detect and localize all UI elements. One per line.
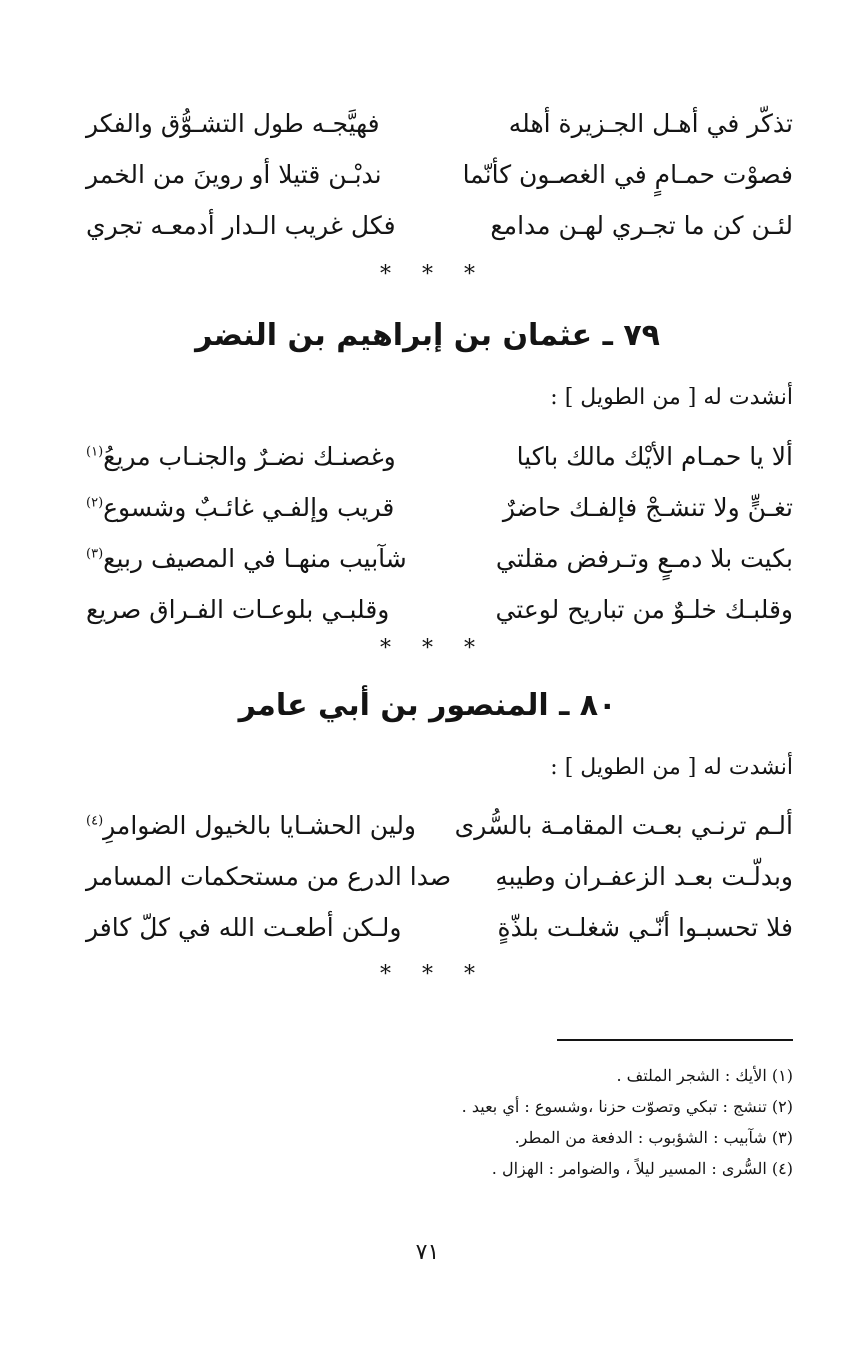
separator-star: *	[380, 962, 391, 987]
first-hemistich: فصوْت حمـامٍ في الغصـون كأنّما	[462, 160, 793, 189]
hemistich-text: شآبيب منهـا في المصيف ربيع	[103, 544, 407, 573]
second-hemistich	[86, 206, 396, 246]
footnotes	[120, 1060, 793, 1184]
second-hemistich	[86, 437, 396, 477]
first-hemistich: وبدلّـت بعـد الزعفـران وطيبهِ	[495, 862, 793, 891]
verse-line	[86, 155, 793, 206]
first-hemistich: وقلبـك خلـوٌ من تباريح لوعتي	[495, 595, 793, 624]
separator-star: *	[422, 636, 433, 661]
separator-star: *	[380, 636, 391, 661]
separator-star: *	[380, 262, 391, 287]
section-heading-79: ٧٩ ـ عثمان بن إبراهيم بن النضر	[195, 318, 660, 353]
section-heading-80: ٨٠ ـ المنصور بن أبي عامر	[238, 688, 617, 723]
hemistich-text: وقلبـي بلوعـات الفـراق صريع	[86, 595, 390, 624]
second-hemistich	[86, 590, 389, 630]
second-hemistich	[86, 806, 416, 846]
section-separator	[0, 962, 855, 987]
page-number: ٧١	[415, 1240, 440, 1265]
verse-line	[86, 908, 793, 959]
second-hemistich	[86, 155, 382, 195]
verse-line	[86, 857, 793, 908]
first-hemistich: تغـنٍّ ولا تنشـجْ فإلفـك حاضرٌ	[502, 493, 793, 522]
separator-star: *	[464, 262, 475, 287]
footnote: (١) الأيك : الشجر الملتف .	[616, 1066, 793, 1085]
second-hemistich	[86, 857, 451, 897]
first-hemistich: لئـن كن ما تجـري لهـن مدامع	[490, 211, 793, 240]
verse-line	[86, 806, 793, 857]
footnote-marker: (١)	[86, 444, 104, 460]
first-hemistich: ألـم ترنـي بعـت المقامـة بالسُّرى	[454, 811, 793, 840]
first-hemistich: بكيت بلا دمـعٍ وتـرفض مقلتي	[495, 544, 793, 573]
footnote-marker: (٢)	[86, 495, 104, 511]
section-separator	[0, 636, 855, 661]
separator-star: *	[464, 636, 475, 661]
footnote: (٣) شآبيب : الشؤبوب : الدفعة من المطر.	[514, 1128, 793, 1147]
hemistich-text: ندبْـن قتيلا أو روينَ من الخمر	[86, 160, 382, 189]
footnote-marker: (٤)	[86, 813, 104, 829]
section-separator	[0, 262, 855, 287]
verse-line	[86, 590, 793, 641]
second-hemistich	[86, 104, 380, 144]
first-hemistich: فلا تحسبـوا أنّـي شغلـت بلذّةٍ	[497, 913, 793, 942]
hemistich-text: قريب وإلفـي غائـبٌ وشسوع	[103, 493, 395, 522]
footnote-marker: (٣)	[86, 546, 104, 562]
hemistich-text: وغصنـك نضـرٌ والجنـاب مريعُ	[103, 442, 396, 471]
section-intro-79: أنشدت له [ من الطويل ] :	[550, 385, 793, 410]
section-intro-80: أنشدت له [ من الطويل ] :	[550, 755, 793, 780]
poem-79	[86, 437, 793, 641]
verse-line	[86, 539, 793, 590]
verse-line	[86, 206, 793, 257]
footnote: (٤) السُّرى : المسير ليلاً ، والضوامر : الهزال .	[491, 1159, 793, 1178]
poem-80	[86, 806, 793, 959]
footnote-rule	[557, 1039, 793, 1041]
second-hemistich	[86, 488, 394, 528]
separator-star: *	[422, 262, 433, 287]
first-hemistich: تذكّر في أهـل الجـزيرة أهله	[508, 109, 793, 138]
separator-star: *	[464, 962, 475, 987]
separator-star: *	[422, 962, 433, 987]
hemistich-text: صدا الدرع من مستحكمات المسامر	[86, 862, 452, 891]
second-hemistich	[86, 908, 402, 948]
second-hemistich	[86, 539, 407, 579]
hemistich-text: ولين الحشـايا بالخيول الضوامرِ	[103, 811, 417, 840]
hemistich-text: ولـكن أطعـت الله في كلّ كافر	[86, 913, 402, 942]
poem-top	[86, 104, 793, 257]
verse-line	[86, 104, 793, 155]
first-hemistich: ألا يا حمـام الأيْك مالك باكيا	[516, 442, 793, 471]
hemistich-text: فهيَّجـه طول التشـوُّق والفكر	[86, 109, 380, 138]
verse-line	[86, 437, 793, 488]
hemistich-text: فكل غريب الـدار أدمعـه تجري	[86, 211, 396, 240]
verse-line	[86, 488, 793, 539]
footnote: (٢) تنشج : تبكي وتصوّت حزنا ،وشسوع : أي بعيد .	[461, 1097, 793, 1116]
